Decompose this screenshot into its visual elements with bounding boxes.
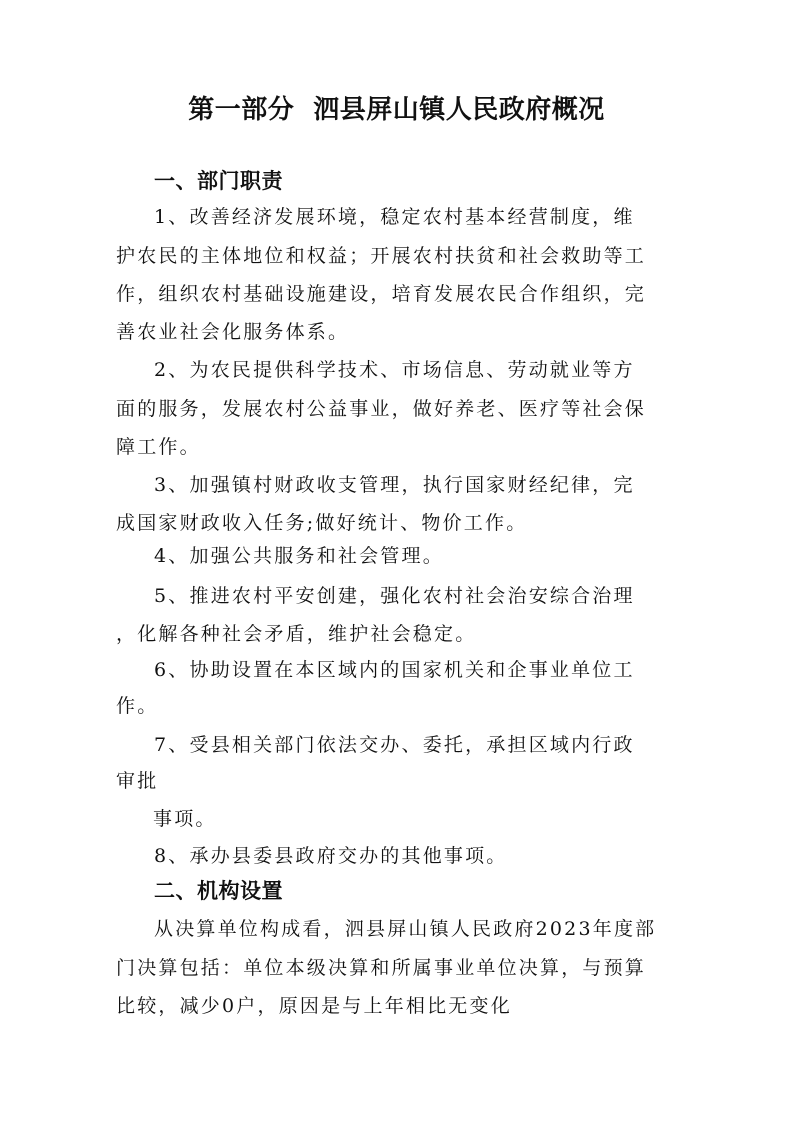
section-heading-duties: 一、部门职责 [154,169,283,193]
paragraph-line: 审批 [116,770,159,792]
paragraph-line: 3、加强镇村财政收支管理，执行国家财经纪律，完 [154,474,635,496]
paragraph-line: 护农民的主体地位和权益；开展农村扶贫和社会救助等工 [116,245,647,267]
section-heading-organization: 二、机构设置 [154,879,283,903]
paragraph-line: 作。 [116,695,159,717]
page-title: 第一部分 泗县屏山镇人民政府概况 [188,95,605,125]
paragraph-line: 5、推进农村平安创建，强化农村社会治安综合治理 [154,585,635,607]
paragraph-line: 事项。 [153,808,217,830]
paragraph-line: 面的服务，发展农村公益事业，做好养老、医疗等社会保 [116,398,647,420]
paragraph-line: 作，组织农村基础设施建设，培育发展农民合作组织，完 [116,283,647,305]
paragraph-line: 6、协助设置在本区域内的国家机关和企事业单位工 [154,659,635,681]
paragraph-line: ，化解各种社会矛盾，维护社会稳定。 [116,623,477,645]
paragraph-line: 8、承办县委县政府交办的其他事项。 [154,845,508,867]
paragraph-line: 善农业社会化服务体系。 [116,321,350,343]
paragraph-line: 7、受县相关部门依法交办、委托，承担区域内行政 [154,734,635,756]
paragraph-line: 成国家财政收入任务;做好统计、物价工作。 [116,512,528,534]
paragraph-line: 4、加强公共服务和社会管理。 [154,545,444,567]
paragraph-line: 从决算单位构成看，泗县屏山镇人民政府2023年度部 [154,918,657,940]
paragraph-line: 障工作。 [116,436,201,458]
paragraph-line: 2、为农民提供科学技术、市场信息、劳动就业等方 [154,359,635,381]
paragraph-line: 比较，减少0户，原因是与上年相比无变化 [116,995,512,1017]
paragraph-line: 门决算包括：单位本级决算和所属事业单位决算，与预算 [116,957,647,979]
paragraph-line: 1、改善经济发展环境，稳定农村基本经营制度，维 [154,206,635,228]
